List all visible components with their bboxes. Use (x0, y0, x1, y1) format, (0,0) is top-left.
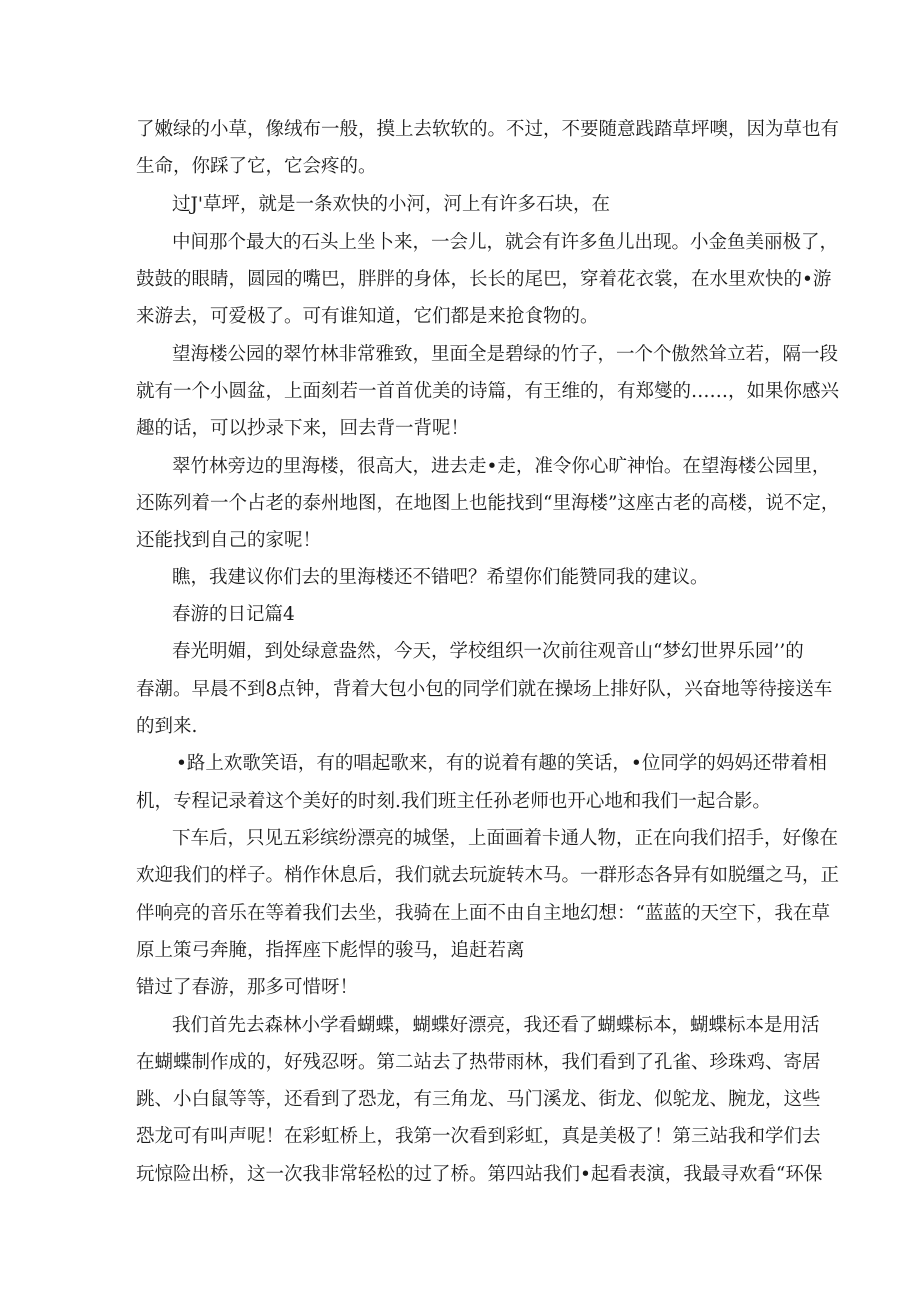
text-line: 过J'草坪，就是一条欢快的小河，河上有许多石块，在 (172, 194, 611, 215)
text-line: 了嫩绿的小草，像绒布一般，摸上去软软的。不过，不要随意践踏草坪噢，因为草也有 (136, 119, 840, 140)
text-line: 伴响亮的音乐在等着我们去坐，我骑在上面不由自主地幻想：“蓝蓝的天空下，我在草 (136, 903, 830, 924)
text-line: 来游去，可爱极了。可有谁知道，它们都是来抢食物的。 (136, 306, 599, 327)
text-line: 原上策弓奔腌，指挥座下彪悍的骏马，追赶若离 (136, 940, 525, 961)
text-line: 翠竹林旁边的里海楼，很高大，进去走•走，准令你心旷神怡。在望海楼公园里， (172, 456, 831, 477)
text-line: 春光明媚，到处绿意盎然，今天，学校组织一次前往观音山“梦幻世界乐园’’的 (172, 641, 804, 662)
text-line: 生命，你踩了它，它会疼的。 (136, 156, 377, 177)
text-line: 欢迎我们的样子。梢作休息后，我们就去玩旋转木马。一群形态各异有如脱缰之马，正 (136, 865, 840, 886)
text-line: 还陈列着一个占老的泰州地图，在地图上也能找到“里海楼”这座古老的高楼，说不定， (136, 493, 840, 514)
text-line: 下车后，只见五彩缤纷漂亮的城堡，上面画着卡通人物，正在向我们招手，好像在 (172, 828, 839, 849)
text-line: 玩惊险出桥，这一次我非常轻松的过了桥。第四站我们•起看表演，我最寻欢看“环保 (136, 1164, 823, 1185)
text-line: 我们首先去森林小学看蝴蝶，蝴蝶好漂亮，我还看了蝴蝶标本，蝴蝶标本是用活 (172, 1015, 820, 1036)
text-line: 望海楼公园的翠竹林非常雅致，里面全是碧绿的竹子，一个个傲然耸立若，隔一段 (172, 344, 839, 365)
text-line: 恐龙可有叫声呢！在彩虹桥上，我第一次看到彩虹，真是美极了！第三站我和学们去 (136, 1126, 821, 1147)
text-line: 机，专程记录着这个美好的时刻.我们班主任孙老师也开心地和我们一起合影。 (136, 791, 771, 812)
text-line: 中间那个最大的石头上坐卜来，一会儿，就会有许多鱼儿出现。小金鱼美丽极了， (172, 232, 839, 253)
text-line: 鼓鼓的眼睛，圆园的嘴巴，胖胖的身体，长长的尾巴，穿着花衣裳，在水里欢快的•游 (136, 269, 832, 290)
text-line: 春潮。早晨不到8点钟，背着大包小包的同学们就在操场上排好队，兴奋地等待接送车 (136, 679, 833, 700)
text-line: 在蝴蝶制作成的，好残忍呀。第二站去了热带雨林，我们看到了孔雀、珍珠鸡、寄居 (136, 1052, 821, 1073)
text-line: 错过了春游，那多可惜呀！ (136, 977, 359, 998)
text-line: 还能找到自己的家呢！ (136, 530, 322, 551)
text-line: •路上欢歌笑语，有的唱起歌来，有的说着有趣的笑话，•位同学的妈妈还带着相 (176, 753, 827, 774)
text-line: 的到来. (136, 716, 198, 737)
text-line: 瞧，我建议你们去的里海楼还不错吧？希望你们能赞同我的建议。 (172, 567, 709, 588)
text-line: 就有一个小圆盆，上面刻若一首首优美的诗篇，有王维的，有郑燮的……，如果你感兴 (136, 381, 840, 402)
text-line: 跳、小白鼠等等，还看到了恐龙，有三角龙、马门溪龙、街龙、似鸵龙、腕龙，这些 (136, 1089, 821, 1110)
section-heading: 春游的日记篇4 (172, 604, 295, 625)
text-line: 趣的话，可以抄录下来，回去背一背呢！ (136, 418, 470, 439)
